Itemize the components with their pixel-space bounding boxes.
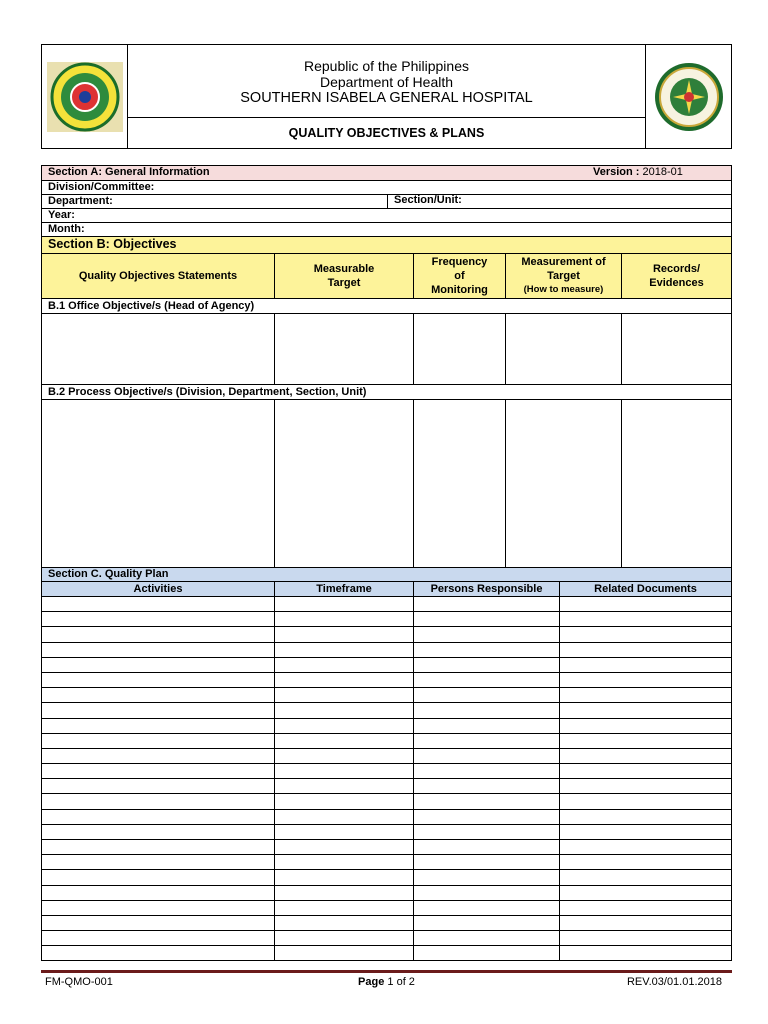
col-activities-header: Activities: [133, 583, 183, 595]
b2-statement-cell[interactable]: [42, 400, 274, 567]
sigh-seal-icon: [651, 60, 727, 134]
timeframe-cell[interactable]: [274, 688, 413, 702]
persons-cell[interactable]: [413, 825, 559, 839]
hospital-name: SOUTHERN ISABELA GENERAL HOSPITAL: [240, 90, 533, 106]
plan-row: [42, 793, 731, 808]
timeframe-cell[interactable]: [274, 719, 413, 733]
persons-cell[interactable]: [413, 612, 559, 626]
persons-cell[interactable]: [413, 886, 559, 900]
documents-cell[interactable]: [559, 658, 731, 672]
timeframe-cell[interactable]: [274, 810, 413, 824]
plan-row: [42, 642, 731, 657]
version-label: Version :: [593, 166, 640, 178]
plan-row: [42, 733, 731, 748]
documents-cell[interactable]: [559, 719, 731, 733]
persons-cell[interactable]: [413, 658, 559, 672]
timeframe-cell[interactable]: [274, 643, 413, 657]
documents-cell[interactable]: [559, 840, 731, 854]
activity-cell[interactable]: [42, 825, 274, 839]
section-c-header: [42, 567, 731, 581]
footer-rule: [41, 970, 732, 973]
col-target-label-1: Measurable: [313, 263, 375, 275]
persons-cell[interactable]: [413, 688, 559, 702]
division-label: Division/Committee:: [48, 181, 155, 193]
persons-cell[interactable]: [413, 779, 559, 793]
page-footer: [41, 976, 732, 990]
timeframe-cell[interactable]: [274, 901, 413, 915]
activity-cell[interactable]: [42, 597, 274, 611]
version-field: [593, 166, 683, 179]
col-documents-header: Related Documents: [559, 582, 731, 596]
republic-line: Republic of the Philippines: [304, 58, 469, 74]
timeframe-cell[interactable]: [274, 794, 413, 808]
documents-cell[interactable]: [559, 931, 731, 945]
section-c-title: Section C. Quality Plan: [48, 568, 169, 580]
documents-cell[interactable]: [559, 901, 731, 915]
plan-row: [42, 687, 731, 702]
timeframe-cell[interactable]: [274, 612, 413, 626]
timeframe-cell[interactable]: [274, 627, 413, 641]
activity-cell[interactable]: [42, 931, 274, 945]
documents-cell[interactable]: [559, 688, 731, 702]
timeframe-cell[interactable]: [274, 946, 413, 959]
plan-row: [42, 748, 731, 763]
department-label: Department:: [48, 195, 113, 207]
persons-cell[interactable]: [413, 840, 559, 854]
activity-cell[interactable]: [42, 810, 274, 824]
plan-row: [42, 778, 731, 793]
activity-cell[interactable]: [42, 870, 274, 884]
plan-row: [42, 869, 731, 884]
col-timeframe-header: Timeframe: [274, 582, 413, 596]
persons-cell[interactable]: [413, 719, 559, 733]
col-frequency-label-1: Frequency: [431, 256, 488, 268]
col-target-header: [274, 254, 413, 298]
activity-cell[interactable]: [42, 749, 274, 763]
timeframe-cell[interactable]: [274, 779, 413, 793]
documents-cell[interactable]: [559, 673, 731, 687]
b1-target-cell[interactable]: [274, 314, 413, 384]
timeframe-cell[interactable]: [274, 855, 413, 869]
documents-cell[interactable]: [559, 779, 731, 793]
documents-cell[interactable]: [559, 794, 731, 808]
col-records-label-2: Evidences: [649, 277, 704, 289]
activity-cell[interactable]: [42, 719, 274, 733]
plan-row: [42, 672, 731, 687]
b2-frequency-cell[interactable]: [413, 400, 505, 567]
activity-cell[interactable]: [42, 840, 274, 854]
left-logo-cell: [42, 45, 128, 148]
documents-cell[interactable]: [559, 764, 731, 778]
col-records-label-1: Records/: [652, 263, 701, 275]
section-b-header: [42, 236, 731, 253]
col-measurement-label-2: Target: [547, 270, 580, 282]
timeframe-cell[interactable]: [274, 597, 413, 611]
col-measurement-label-3: (How to measure): [523, 284, 604, 295]
timeframe-cell[interactable]: [274, 764, 413, 778]
persons-cell[interactable]: [413, 734, 559, 748]
persons-cell[interactable]: [413, 794, 559, 808]
activity-cell[interactable]: [42, 673, 274, 687]
persons-cell[interactable]: [413, 643, 559, 657]
plan-row: [42, 915, 731, 930]
activity-cell[interactable]: [42, 886, 274, 900]
documents-cell[interactable]: [559, 825, 731, 839]
persons-cell[interactable]: [413, 673, 559, 687]
documents-cell[interactable]: [559, 612, 731, 626]
activity-cell[interactable]: [42, 901, 274, 915]
activity-cell[interactable]: [42, 627, 274, 641]
plan-row: [42, 839, 731, 854]
activity-cell[interactable]: [42, 855, 274, 869]
form-code: FM-QMO-001: [45, 976, 113, 988]
section-b-title: Section B: Objectives: [48, 237, 177, 251]
activity-cell[interactable]: [42, 612, 274, 626]
plan-row: [42, 885, 731, 900]
documents-cell[interactable]: [559, 627, 731, 641]
activity-cell[interactable]: [42, 946, 274, 959]
section-unit-label: Section/Unit:: [394, 194, 462, 206]
col-frequency-label-2: of: [454, 270, 465, 282]
b2-label: B.2 Process Objective/s (Division, Department, Section, Unit): [48, 386, 367, 398]
col-statements-label: Quality Objectives Statements: [78, 270, 238, 282]
persons-cell[interactable]: [413, 597, 559, 611]
plan-row: [42, 763, 731, 778]
plan-row: [42, 596, 731, 611]
timeframe-cell[interactable]: [274, 673, 413, 687]
page-label: Page: [358, 976, 385, 988]
persons-cell[interactable]: [413, 901, 559, 915]
documents-cell[interactable]: [559, 749, 731, 763]
version-value: 2018-01: [642, 166, 683, 178]
col-statements-header: [42, 254, 274, 298]
persons-cell[interactable]: [413, 810, 559, 824]
objectives-header-row: [42, 253, 731, 298]
plan-row: [42, 945, 731, 960]
col-target-label-2: Target: [327, 277, 361, 289]
b1-entry-row: [42, 313, 731, 384]
month-field[interactable]: [42, 222, 731, 236]
b1-measurement-cell[interactable]: [505, 314, 621, 384]
b1-statement-cell[interactable]: [42, 314, 274, 384]
persons-cell[interactable]: [413, 749, 559, 763]
timeframe-cell[interactable]: [274, 749, 413, 763]
department-row: [42, 194, 731, 208]
timeframe-cell[interactable]: [274, 886, 413, 900]
b1-label: B.1 Office Objective/s (Head of Agency): [48, 300, 255, 312]
persons-cell[interactable]: [413, 703, 559, 717]
section-unit-field[interactable]: [387, 194, 462, 208]
plan-row: [42, 718, 731, 733]
right-logo-cell: [645, 45, 731, 148]
timeframe-cell[interactable]: [274, 658, 413, 672]
b2-subheader: [42, 384, 731, 399]
col-measurement-header: [505, 254, 621, 298]
year-field[interactable]: [42, 208, 731, 222]
timeframe-cell[interactable]: [274, 703, 413, 717]
b2-records-cell[interactable]: [621, 400, 731, 567]
documents-cell[interactable]: [559, 916, 731, 930]
timeframe-cell[interactable]: [274, 931, 413, 945]
activity-cell[interactable]: [42, 658, 274, 672]
documents-cell[interactable]: [559, 703, 731, 717]
col-frequency-label-3: Monitoring: [431, 284, 488, 296]
activity-cell[interactable]: [42, 688, 274, 702]
activity-cell[interactable]: [42, 703, 274, 717]
activity-cell[interactable]: [42, 734, 274, 748]
division-field[interactable]: [42, 180, 731, 194]
col-persons-header: Persons Responsible: [413, 582, 559, 596]
document-title: QUALITY OBJECTIVES & PLANS: [288, 126, 485, 140]
persons-cell[interactable]: [413, 916, 559, 930]
documents-cell[interactable]: [559, 734, 731, 748]
persons-cell[interactable]: [413, 855, 559, 869]
col-measurement-label-1: Measurement of: [521, 256, 606, 268]
timeframe-cell[interactable]: [274, 870, 413, 884]
section-a-header: [42, 165, 731, 180]
year-label: Year:: [48, 209, 75, 221]
activity-cell[interactable]: [42, 643, 274, 657]
col-frequency-header: [413, 254, 505, 298]
timeframe-cell[interactable]: [274, 734, 413, 748]
documents-cell[interactable]: [559, 597, 731, 611]
page-value: 1 of 2: [387, 976, 415, 988]
quality-form: [41, 165, 732, 961]
b1-subheader: [42, 298, 731, 313]
doh-seal-icon: [47, 60, 123, 134]
plan-row: [42, 626, 731, 641]
plan-row: [42, 657, 731, 672]
month-label: Month:: [48, 223, 85, 235]
plan-row: [42, 900, 731, 915]
persons-cell[interactable]: [413, 946, 559, 959]
b2-measurement-cell[interactable]: [505, 400, 621, 567]
timeframe-cell[interactable]: [274, 916, 413, 930]
persons-cell[interactable]: [413, 931, 559, 945]
timeframe-cell[interactable]: [274, 840, 413, 854]
b2-target-cell[interactable]: [274, 400, 413, 567]
documents-cell[interactable]: [559, 855, 731, 869]
section-a-title: Section A: General Information: [48, 166, 210, 178]
revision: REV.03/01.01.2018: [626, 976, 722, 988]
plan-row: [42, 854, 731, 869]
col-records-header: [621, 254, 731, 298]
persons-cell[interactable]: [413, 627, 559, 641]
plan-rows: [42, 596, 731, 961]
persons-cell[interactable]: [413, 870, 559, 884]
b2-entry-row: [42, 399, 731, 567]
department-line: Department of Health: [319, 74, 454, 90]
plan-header-row: [42, 581, 731, 596]
documents-cell[interactable]: [559, 886, 731, 900]
header-titles: [128, 45, 645, 118]
plan-row: [42, 824, 731, 839]
document-header: [41, 44, 732, 149]
activity-cell[interactable]: [42, 779, 274, 793]
activity-cell[interactable]: [42, 916, 274, 930]
documents-cell[interactable]: [559, 946, 731, 959]
activity-cell[interactable]: [42, 794, 274, 808]
documents-cell[interactable]: [559, 643, 731, 657]
plan-row: [42, 702, 731, 717]
documents-cell[interactable]: [559, 810, 731, 824]
documents-cell[interactable]: [559, 870, 731, 884]
plan-row: [42, 611, 731, 626]
activity-cell[interactable]: [42, 764, 274, 778]
plan-row: [42, 930, 731, 945]
persons-cell[interactable]: [413, 764, 559, 778]
b1-frequency-cell[interactable]: [413, 314, 505, 384]
timeframe-cell[interactable]: [274, 825, 413, 839]
plan-row: [42, 809, 731, 824]
b1-records-cell[interactable]: [621, 314, 731, 384]
